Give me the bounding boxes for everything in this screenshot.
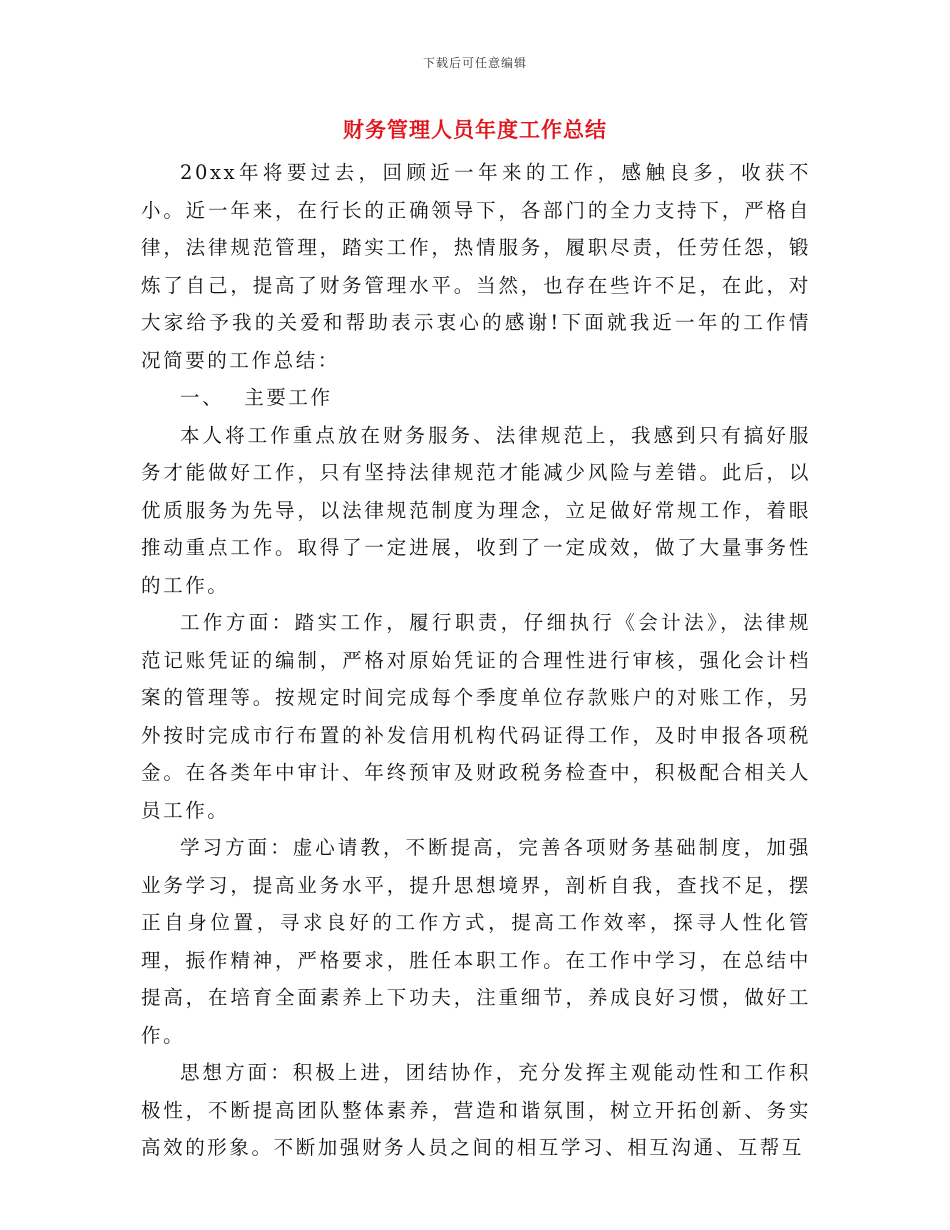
paragraph-work-focus: 本人将工作重点放在财务服务、法律规范上，我感到只有搞好服务才能做好工作，只有坚持法律规范才能减少风险与差错。此后，以优质服务为先导，以法律规范制度为理念，立足做好常规工作，着眼推动重点工作。取得了一定进展，收到了一定成效，做了大量事务性的工作。 bbox=[141, 423, 811, 597]
document-title: 财务管理人员年度工作总结 bbox=[343, 117, 607, 142]
section-heading bbox=[141, 379, 811, 417]
document-body bbox=[141, 154, 811, 1167]
intro-paragraph: 20xx年将要过去，回顾近一年来的工作，感触良多，收获不小。近一年来，在行长的正确领导下，各部门的全力支持下，严格自律，法律规范管理，踏实工作，热情服务，履职尽责，任劳任怨，锻炼了自己，提高了财务管理水平。当然，也存在些许不足，在此，对大家给予我的关爱和帮助表示衷心的感谢!下面就我近一年的工作情况简要的工作总结： bbox=[141, 161, 811, 372]
paragraph-work-aspect: 工作方面：踏实工作，履行职责，仔细执行《会计法》，法律规范记账凭证的编制，严格对原始凭证的合理性进行审核，强化会计档案的管理等。按规定时间完成每个季度单位存款账户的对账工作，另外按时完成市行布置的补发信用机构代码证得工作，及时申报各项税金。在各类年中审计、年终预审及财政税务检查中，积极配合相关人员工作。 bbox=[141, 611, 811, 822]
paragraph-study-aspect: 学习方面：虚心请教，不断提高，完善各项财务基础制度，加强业务学习，提高业务水平，提升思想境界，剖析自我，查找不足，摆正自身位置，寻求良好的工作方式，提高工作效率，探寻人性化管理，振作精神，严格要求，胜任本职工作。在工作中学习，在总结中提高，在培育全面素养上下功夫，注重细节，养成良好习惯，做好工作。 bbox=[141, 836, 811, 1047]
section-title: 主要工作 bbox=[244, 386, 333, 409]
paragraph-thought-aspect: 思想方面：积极上进，团结协作，充分发挥主观能动性和工作积极性，不断提高团队整体素养，营造和谐氛围，树立开拓创新、务实高效的形象。不断加强财务人员之间的相互学习、相互沟通、互帮互 bbox=[141, 1061, 811, 1159]
download-note: 下载后可任意编辑 bbox=[422, 56, 527, 70]
section-number: 一、 bbox=[180, 386, 225, 409]
